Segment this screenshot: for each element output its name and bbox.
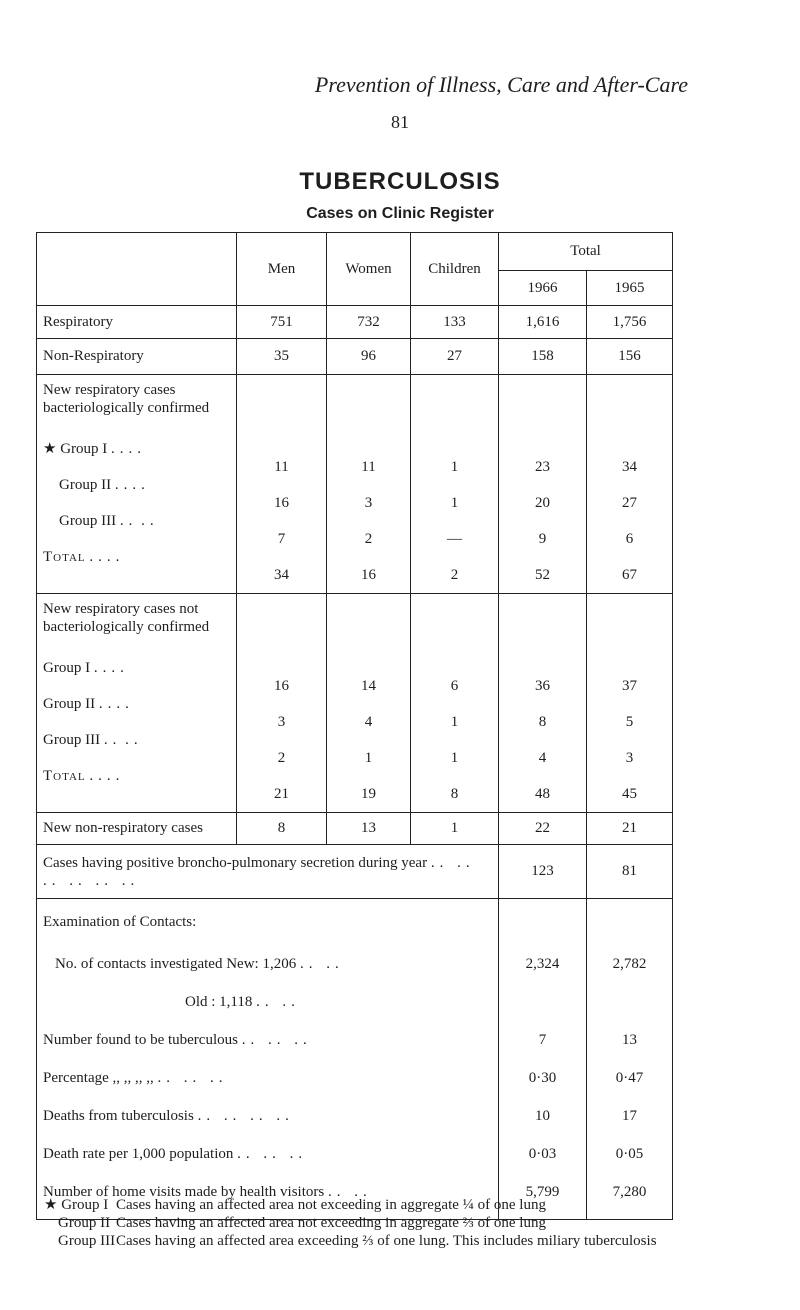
row-label: Group III (43, 732, 101, 748)
cell-children: 133 (411, 306, 499, 339)
cell-children: 1 (450, 459, 459, 475)
footnote-group: Group III (58, 1233, 116, 1249)
cell-children: 1 (450, 495, 459, 511)
cell-men: 16 (274, 678, 289, 694)
cell-1966: 10 (535, 1108, 550, 1124)
row-label: Number found to be tuberculous (43, 1032, 238, 1048)
section-contacts: Examination of Contacts: No. of contacts investigated New: 1,206 .. .. Old : 1,118 .. .. Number found to be tuberculous .. .. .. Percentage ,, ,, ,, ,, .. .. .. Deaths from tuberculosis .. .. .. .. Death rate per 1,000 population .. .. .. Number of home visits made by health visitors .. .. 2,324 7 0·30 10 0·03 5,799 2,782 13 0·47 17 0·05 7,280 (37, 899, 673, 1220)
cell-1965: 81 (587, 845, 673, 899)
cell-women: 96 (327, 339, 411, 375)
footnote-group: ★ Group I (44, 1197, 109, 1213)
cell-children: 1 (450, 714, 459, 730)
cell-1966-total: 48 (535, 786, 550, 802)
cell-1966: 1,616 (499, 306, 587, 339)
cell-men-total: 34 (274, 567, 289, 583)
table-row: Cases having positive broncho-pulmonary secretion during year .. .. .. .. .. .. 123 81 (37, 845, 673, 899)
cell-1965-total: 45 (622, 786, 637, 802)
cell-1966: 36 (535, 678, 550, 694)
cell-1965: 5 (625, 714, 634, 730)
cell-1965: 37 (622, 678, 637, 694)
cell-children: 27 (411, 339, 499, 375)
row-label: Deaths from tuberculosis (43, 1108, 194, 1124)
cell-men: 751 (237, 306, 327, 339)
section-heading: New respiratory cases not bacteriologically confirmed (43, 601, 210, 635)
cell-women: 1 (364, 750, 373, 766)
section-heading: New respiratory cases bacteriologically confirmed (43, 382, 210, 416)
cell-1965: 156 (587, 339, 673, 375)
cell-1966: 5,799 (525, 1184, 560, 1200)
cell-children: 1 (411, 813, 499, 845)
cell-men: 2 (277, 750, 286, 766)
row-label: Group III (59, 513, 117, 529)
header-blank (37, 233, 237, 306)
col-header-1966: 1966 (499, 271, 587, 306)
cell-1965: 17 (622, 1108, 637, 1124)
footnote (44, 1196, 684, 1214)
cell-1965: 13 (622, 1032, 637, 1048)
row-label: Group I (60, 441, 108, 457)
footnote-text: Cases having an affected area not exceeding in aggregate ¼ of one lung (116, 1197, 546, 1213)
table-subtitle: Cases on Clinic Register (306, 205, 494, 222)
footnote (44, 1232, 684, 1250)
page-number: 81 (391, 112, 409, 132)
row-label: Death rate per 1,000 population (43, 1146, 234, 1162)
section-confirmed: New respiratory cases bacteriologically confirmed ★ Group I .... Group II .... Group III .. .. Total .... 11 16 7 34 11 3 2 16 1 1 — 2 23 20 9 52 34 27 6 67 (37, 375, 673, 594)
table-row (37, 339, 673, 375)
col-header-children: Children (411, 233, 499, 306)
section-not-confirmed: New respiratory cases not bacteriologically confirmed Group I .... Group II .... Group III .. .. Total .... 16 3 2 21 14 4 1 19 6 1 1 8 36 8 4 48 37 5 3 45 (37, 594, 673, 813)
cell-men: 16 (274, 495, 289, 511)
cell-children: 1 (450, 750, 459, 766)
cell-1966: 9 (538, 531, 547, 547)
cell-men-total: 21 (274, 786, 289, 802)
total-label: Total (43, 549, 86, 565)
cell-1965-total: 67 (622, 567, 637, 583)
row-label: No. of contacts investigated New: 1,206 (55, 956, 297, 972)
cell-children: 6 (450, 678, 459, 694)
row-label: Number of home visits made by health visitors (43, 1184, 325, 1200)
cell-1965: 0·05 (615, 1146, 644, 1162)
cell-women: 4 (364, 714, 373, 730)
cell-1965: 0·47 (615, 1070, 644, 1086)
cell-1965: 3 (625, 750, 634, 766)
cell-1966: 7 (538, 1032, 547, 1048)
cell-children-total: 2 (450, 567, 459, 583)
total-label: Total (43, 768, 86, 784)
cell-women-total: 19 (361, 786, 376, 802)
cell-1965: 7,280 (612, 1184, 647, 1200)
cell-1966: 22 (499, 813, 587, 845)
col-header-men: Men (237, 233, 327, 306)
section-heading: Examination of Contacts: (43, 914, 197, 930)
cell-1966: 4 (538, 750, 547, 766)
cell-women: 732 (327, 306, 411, 339)
cell-1966: 123 (499, 845, 587, 899)
cell-1965: 6 (625, 531, 634, 547)
cell-1965: 27 (622, 495, 637, 511)
register-table (36, 232, 673, 1220)
table-row (37, 813, 673, 845)
row-label: Percentage ,, ,, ,, ,, (43, 1070, 154, 1086)
row-label: Group II (43, 696, 96, 712)
cell-1966: 2,324 (525, 956, 560, 972)
cell-1965: 2,782 (612, 956, 647, 972)
cell-men: 3 (277, 714, 286, 730)
row-label: Old : 1,118 (185, 994, 253, 1010)
cell-1966: 0·03 (528, 1146, 557, 1162)
col-header-total: Total (499, 233, 673, 271)
cell-children-total: 8 (450, 786, 459, 802)
cell-men: 35 (237, 339, 327, 375)
cell-women-total: 16 (361, 567, 376, 583)
table-row (37, 306, 673, 339)
cell-1965: 21 (587, 813, 673, 845)
cell-women: 13 (327, 813, 411, 845)
cell-men: 7 (277, 531, 286, 547)
cell-women: 2 (364, 531, 373, 547)
footnote-text: Cases having an affected area exceeding ⅔ of one lung. This includes miliary tuberculosis (116, 1233, 657, 1249)
cell-1966: 8 (538, 714, 547, 730)
row-label: New non-respiratory cases (37, 813, 237, 845)
cell-children: — (447, 531, 462, 547)
cell-1965: 1,756 (587, 306, 673, 339)
cell-1966: 20 (535, 495, 550, 511)
cell-1966-total: 52 (535, 567, 550, 583)
row-label: Group II (59, 477, 112, 493)
cell-1965: 34 (622, 459, 637, 475)
col-header-women: Women (327, 233, 411, 306)
cell-1966: 23 (535, 459, 550, 475)
cell-men: 8 (237, 813, 327, 845)
footnote-group: Group II (58, 1215, 111, 1231)
footnote (44, 1214, 684, 1232)
row-label: Group I (43, 660, 91, 676)
cell-women: 14 (361, 678, 376, 694)
star-marker: ★ (43, 441, 57, 457)
cell-men: 11 (274, 459, 289, 475)
col-header-1965: 1965 (587, 271, 673, 306)
footnotes (44, 1196, 684, 1250)
cell-1966: 0·30 (528, 1070, 557, 1086)
cell-women: 3 (364, 495, 373, 511)
page-title: TUBERCULOSIS (299, 168, 501, 195)
row-label: Cases having positive broncho-pulmonary secretion during year (43, 854, 428, 871)
row-label: Non-Respiratory (37, 339, 237, 375)
cell-women: 11 (361, 459, 376, 475)
cell-1966: 158 (499, 339, 587, 375)
footnote-text: Cases having an affected area not exceeding in aggregate ⅔ of one lung (116, 1215, 546, 1231)
running-header: Prevention of Illness, Care and After-Care (314, 72, 688, 97)
row-label: Respiratory (37, 306, 237, 339)
